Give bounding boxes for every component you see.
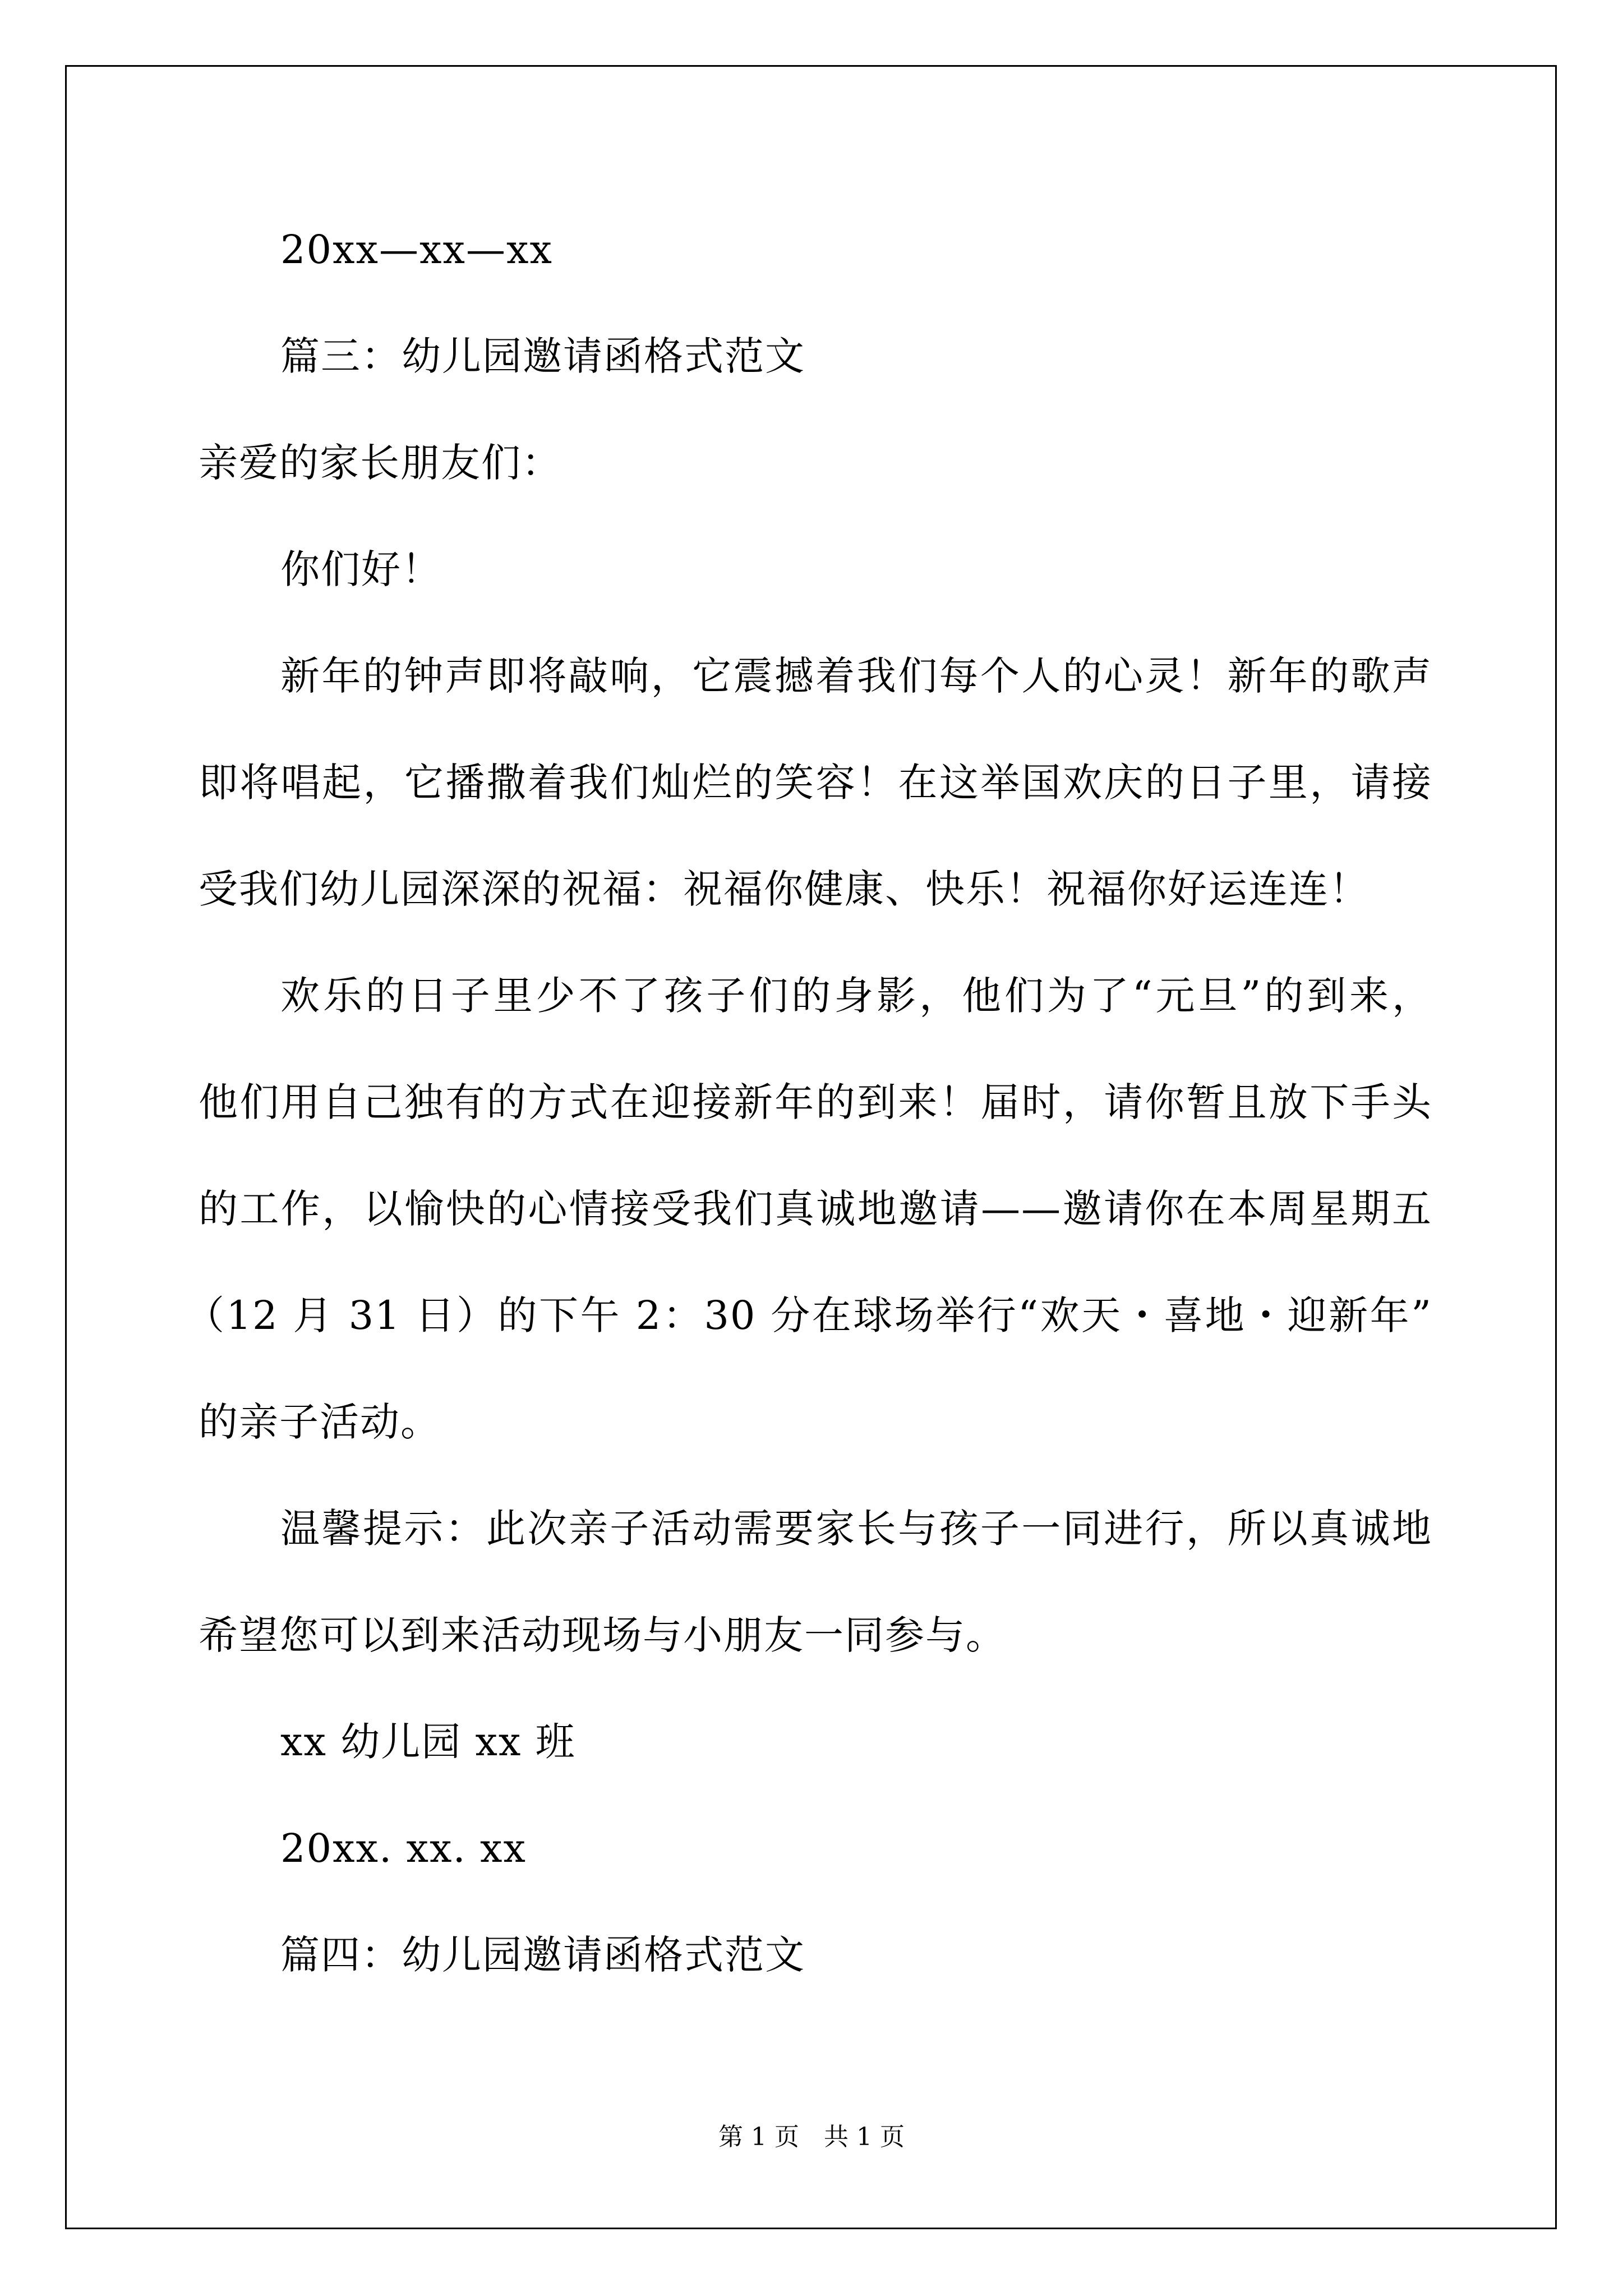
salutation: 亲爱的家长朋友们： (199, 440, 562, 486)
paragraph-1-line-1: 新年的钟声即将敲响，它震撼着我们每个人的心灵！新年的歌声 (280, 653, 1432, 699)
paragraph-2-line-4: （12 月 31 日）的下午 2：30 分在球场举行“欢天・喜地・迎新年” (185, 1292, 1432, 1338)
page-border (65, 65, 1557, 2229)
paragraph-1-line-3: 受我们幼儿园深深的祝福：祝福你健康、快乐！祝福你好运连连！ (199, 866, 1370, 912)
paragraph-3-line-2: 希望您可以到来活动现场与小朋友一同参与。 (199, 1612, 1006, 1658)
date-top: 20xx—xx—xx (280, 227, 553, 273)
paragraph-2-line-2: 他们用自己独有的方式在迎接新年的到来！届时，请你暂且放下手头 (199, 1079, 1432, 1125)
paragraph-2-line-1: 欢乐的日子里少不了孩子们的身影，他们为了“元旦”的到来， (280, 973, 1432, 1019)
section-heading-3: 篇三：幼儿园邀请函格式范文 (280, 333, 805, 379)
section-heading-4: 篇四：幼儿园邀请函格式范文 (280, 1932, 805, 1978)
greeting: 你们好！ (280, 546, 442, 592)
paragraph-3-line-1: 温馨提示：此次亲子活动需要家长与孩子一同进行，所以真诚地 (280, 1506, 1432, 1552)
page-footer: 第 1 页 共 1 页 (718, 2123, 905, 2151)
date-bottom: 20xx. xx. xx (280, 1825, 527, 1871)
signature: xx 幼儿园 xx 班 (280, 1719, 576, 1765)
paragraph-1-line-2: 即将唱起，它播撒着我们灿烂的笑容！在这举国欢庆的日子里，请接 (199, 760, 1432, 806)
paragraph-2-line-3: 的工作，以愉快的心情接受我们真诚地邀请——邀请你在本周星期五 (199, 1186, 1432, 1232)
paragraph-2-line-5: 的亲子活动。 (199, 1399, 441, 1445)
